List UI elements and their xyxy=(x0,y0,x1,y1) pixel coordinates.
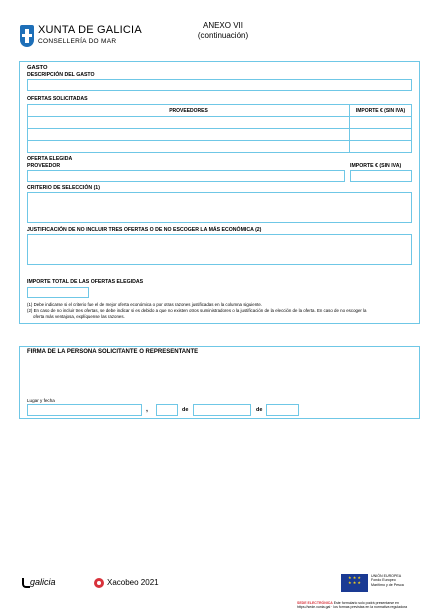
chosen-offer-label: OFERTA ELEGIDA xyxy=(27,156,73,162)
de-separator-1: de xyxy=(182,407,189,413)
table-header-row xyxy=(28,105,412,117)
comma-separator: , xyxy=(146,406,148,413)
day-field[interactable] xyxy=(156,404,178,416)
offers-table xyxy=(27,104,412,153)
col-amount-header: IMPORTE € (SIN IVA) xyxy=(350,105,412,117)
galicia-logo-icon xyxy=(22,578,30,588)
table-row xyxy=(28,117,412,129)
section-title: GASTO xyxy=(27,65,48,71)
year-field[interactable] xyxy=(266,404,299,416)
table-row xyxy=(28,141,412,153)
eu-fund-text xyxy=(371,574,404,587)
offers-requested-label: OFERTAS SOLICITADAS xyxy=(27,96,88,102)
eu-flag-icon xyxy=(341,574,368,592)
signature-title: FIRMA DE LA PERSONA SOLICITANTE O REPRESENTANTE xyxy=(27,349,199,355)
expense-description-field[interactable] xyxy=(27,79,412,91)
eu-line-2: Fondo Europeo xyxy=(371,578,396,583)
de-separator-2: de xyxy=(256,407,263,413)
note-2-line1: (2) En caso de no incluir tres ofertas, se debe indicar si es debido a que no existen otros suministradores o la justificación de la elección de la oferta. En caso de no escoger la xyxy=(27,308,367,313)
annex-title: ANEXO VII xyxy=(202,21,243,30)
total-label: IMPORTE TOTAL DE LAS OFERTAS ELEGIDAS xyxy=(27,279,144,285)
table-row xyxy=(28,129,412,141)
sede-line-2: https://sede.xunta.gal · los formas previstas en la normativa reguladora xyxy=(297,605,408,610)
note-2-line2: oferta más ventajosa, explíquense las razones. xyxy=(33,314,125,319)
xacobeo-logo-text: Xacobeo 2021 xyxy=(107,578,159,587)
justification-label: JUSTIFICACIÓN DE NO INCLUIR TRES OFERTAS O DE NO ESCOGER LA MÁS ECONÓMICA (2) xyxy=(27,227,262,233)
xunta-shield-icon xyxy=(20,25,34,47)
chosen-amount-field[interactable] xyxy=(350,170,412,182)
expense-description-label: DESCRIPCIÓN DEL GASTO xyxy=(27,72,95,78)
amount-label: IMPORTE € (SIN IVA) xyxy=(350,163,402,169)
eu-line-3: Marítimo y de Pesca xyxy=(371,582,404,587)
eu-line-1: UNIÓN EUROPEA xyxy=(371,574,402,578)
place-field[interactable] xyxy=(27,404,142,416)
eu-stars: ★ ★ ★ ★ ★ ★ xyxy=(348,575,361,585)
provider-cell-2[interactable] xyxy=(28,129,350,141)
sede-accent: SEDE ELECTRÓNICA xyxy=(297,601,333,605)
provider-cell-3[interactable] xyxy=(28,141,350,153)
chosen-provider-field[interactable] xyxy=(27,170,345,182)
justification-field[interactable] xyxy=(27,234,412,265)
provider-label: PROVEEDOR xyxy=(27,163,61,169)
dept-name: CONSELLERÍA DO MAR xyxy=(38,38,117,45)
note-1: (1) Debe indicarse si el criterio fue el de mejor oferta económica o por otras razones justificadas en la columna siguiente. xyxy=(27,302,263,307)
month-field[interactable] xyxy=(193,404,251,416)
provider-cell-1[interactable] xyxy=(28,117,350,129)
total-field[interactable] xyxy=(27,287,89,298)
place-date-label: Lugar y fecha xyxy=(27,398,55,403)
org-name: XUNTA DE GALICIA xyxy=(38,24,142,36)
annex-subtitle: (continuación) xyxy=(197,31,249,40)
selection-criterion-label: CRITERIO DE SELECCIÓN (1) xyxy=(27,185,100,191)
xacobeo-logo-icon xyxy=(94,578,104,588)
col-providers-header: PROVEEDORES xyxy=(28,105,350,117)
amount-cell-1[interactable] xyxy=(350,117,412,129)
amount-cell-3[interactable] xyxy=(350,141,412,153)
galicia-logo-text: galicia xyxy=(30,577,56,587)
selection-criterion-field[interactable] xyxy=(27,192,412,223)
sede-line-1: Este formulario solo podrá presentarse en xyxy=(332,601,399,605)
sede-notice xyxy=(297,601,407,610)
amount-cell-2[interactable] xyxy=(350,129,412,141)
